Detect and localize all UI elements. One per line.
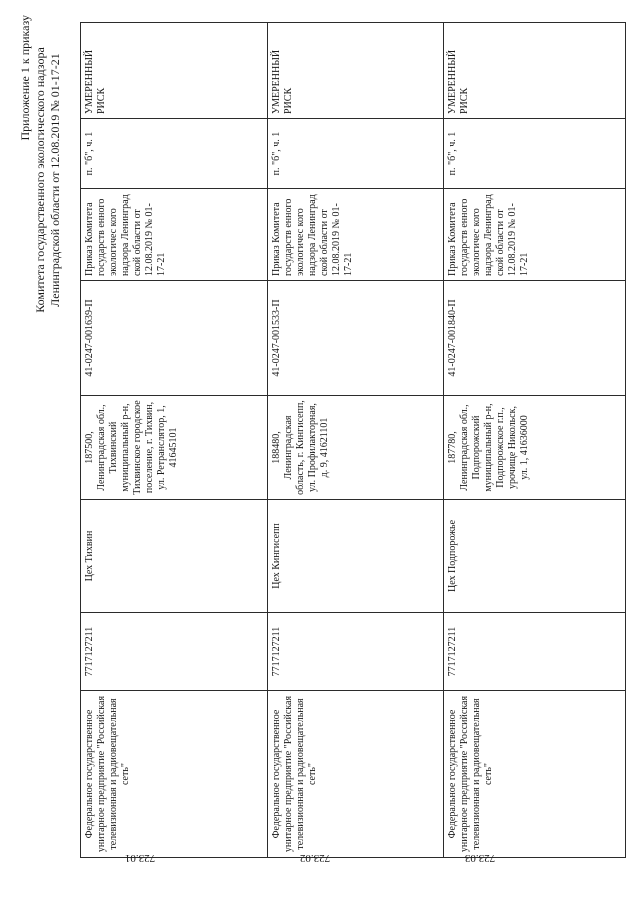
criteria-point: п. "б", ч. 1 — [81, 119, 268, 189]
criteria-point: п. "б", ч. 1 — [444, 119, 626, 189]
organization-name: Федеральное государственное унитарное предприятие "Российская телевизионная и радиовещательная сеть" — [81, 691, 268, 858]
row-number: 723.02 — [299, 852, 331, 864]
registry-table — [80, 22, 626, 858]
table-row — [81, 23, 268, 858]
row-number: 723.03 — [464, 852, 496, 864]
row-number: 723.01 — [124, 852, 156, 864]
object-name: Цех Подпорожье — [444, 500, 626, 613]
table-row — [267, 23, 443, 858]
object-code: 41-0247-001639-П — [81, 281, 268, 396]
inn-cell: 7717127211 — [444, 613, 626, 691]
object-code: 41-0247-001840-П — [444, 281, 626, 396]
header-line-1: Приложение 1 к приказу — [18, 15, 32, 141]
risk-category: УМЕРЕННЫЙ РИСК — [444, 23, 626, 119]
risk-category: УМЕРЕННЫЙ РИСК — [81, 23, 268, 119]
criteria-point: п. "б", ч. 1 — [267, 119, 443, 189]
organization-name: Федеральное государственное унитарное предприятие "Российская телевизионная и радиовещательная сеть" — [267, 691, 443, 858]
order-reference: Приказ Комитета государств енного экологичес кого надзора Ленинград ской области от 12.08.2019 № 01-17-21 — [81, 189, 268, 281]
order-reference: Приказ Комитета государств енного экологичес кого надзора Ленинград ской области от 12.08.2019 № 01-17-21 — [267, 189, 443, 281]
organization-name: Федеральное государственное унитарное предприятие "Российская телевизионная и радиовещательная сеть" — [444, 691, 626, 858]
risk-category: УМЕРЕННЫЙ РИСК — [267, 23, 443, 119]
object-code: 41-0247-001533-П — [267, 281, 443, 396]
object-address: 188480, Ленинградская область, г. Кингисепп, ул. Профилакторная, д. 9, 41621101 — [267, 396, 443, 500]
inn-cell: 7717127211 — [267, 613, 443, 691]
header-line-3: Ленинградской области от 12.08.2019 № 01-17-21 — [48, 53, 62, 307]
inn-cell: 7717127211 — [81, 613, 268, 691]
header-line-2: Комитета государственного экологического надзора — [33, 47, 47, 313]
object-name: Цех Кингисепп — [267, 500, 443, 613]
order-reference: Приказ Комитета государств енного экологичес кого надзора Ленинград ской области от 12.08.2019 № 01-17-21 — [444, 189, 626, 281]
appendix-header — [18, 15, 63, 345]
object-address: 187780, Ленинградская обл., Подпорожский муниципальный р-н, Подпорожское г.п., урочище Никольск, ул. 1, 41636000 — [444, 396, 626, 500]
object-name: Цех Тихвин — [81, 500, 268, 613]
object-address: 187500, Ленинградская обл., Тихвинский муниципальный р-н, Тихвинское городское поселение, г. Тихвин, ул. Ретранслятор, 1, 41645101 — [81, 396, 268, 500]
table-row — [444, 23, 626, 858]
